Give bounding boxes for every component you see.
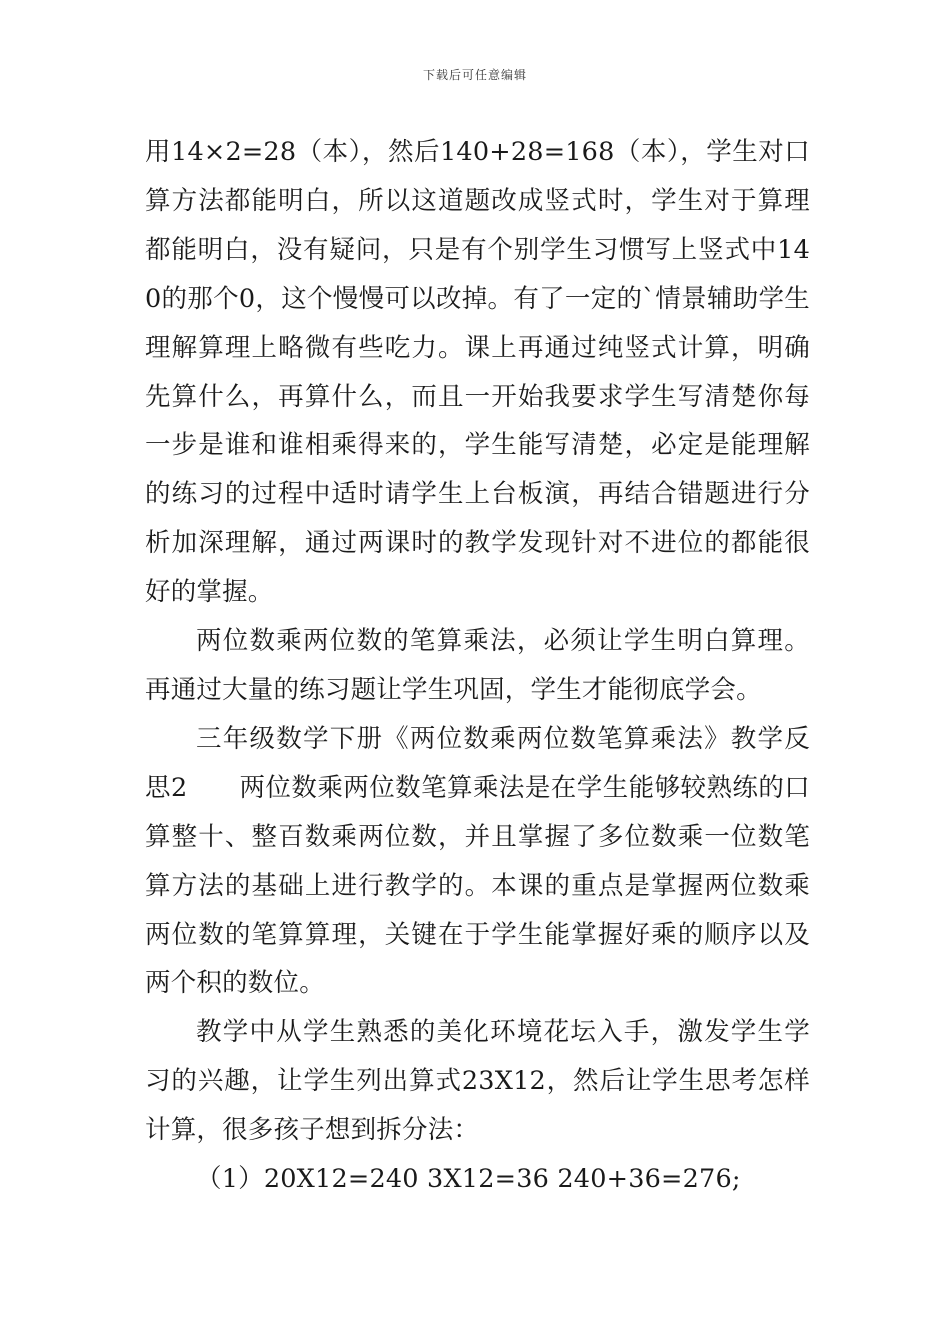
- page-header: 下载后可任意编辑: [422, 68, 527, 82]
- paragraph-1: 用14×2=28（本），然后140+28=168（本），学生对口算方法都能明白，所以这道题改成竖式时，学生对于算理都能明白，没有疑问，只是有个别学生习惯写上竖式中140的那个0，这个慢慢可以改掉。有了一定的`情景辅助学生理解算理上略微有些吃力。课上再通过纯竖式计算，明确先算什么，再算什么，而且一开始我要求学生写清楚你每一步是谁和谁相乘得来的，学生能写清楚，必定是能理解的练习的过程中适时请学生上台板演，再结合错题进行分析加深理解，通过两课时的教学发现针对不进位的都能很好的掌握。: [145, 137, 810, 608]
- paragraph-4: 教学中从学生熟悉的美化环境花坛入手，激发学生学习的兴趣，让学生列出算式23X12，然后让学生思考怎样计算，很多孩子想到拆分法：: [145, 1017, 810, 1146]
- paragraph-5: （1）20X12=240 3X12=36 240+36=276;: [196, 1164, 741, 1195]
- paragraph-2: 两位数乘两位数的笔算乘法，必须让学生明白算理。再通过大量的练习题让学生巩固，学生才能彻底学会。: [145, 626, 810, 705]
- document-body: [145, 128, 810, 1204]
- paragraph-3: 三年级数学下册《两位数乘两位数笔算乘法》教学反思2 两位数乘两位数笔算乘法是在学生能够较熟练的口算整十、整百数乘两位数，并且掌握了多位数乘一位数笔算方法的基础上进行教学的。本课的重点是掌握两位数乘两位数的笔算算理，关键在于学生能掌握好乘的顺序以及两个积的数位。: [145, 723, 810, 999]
